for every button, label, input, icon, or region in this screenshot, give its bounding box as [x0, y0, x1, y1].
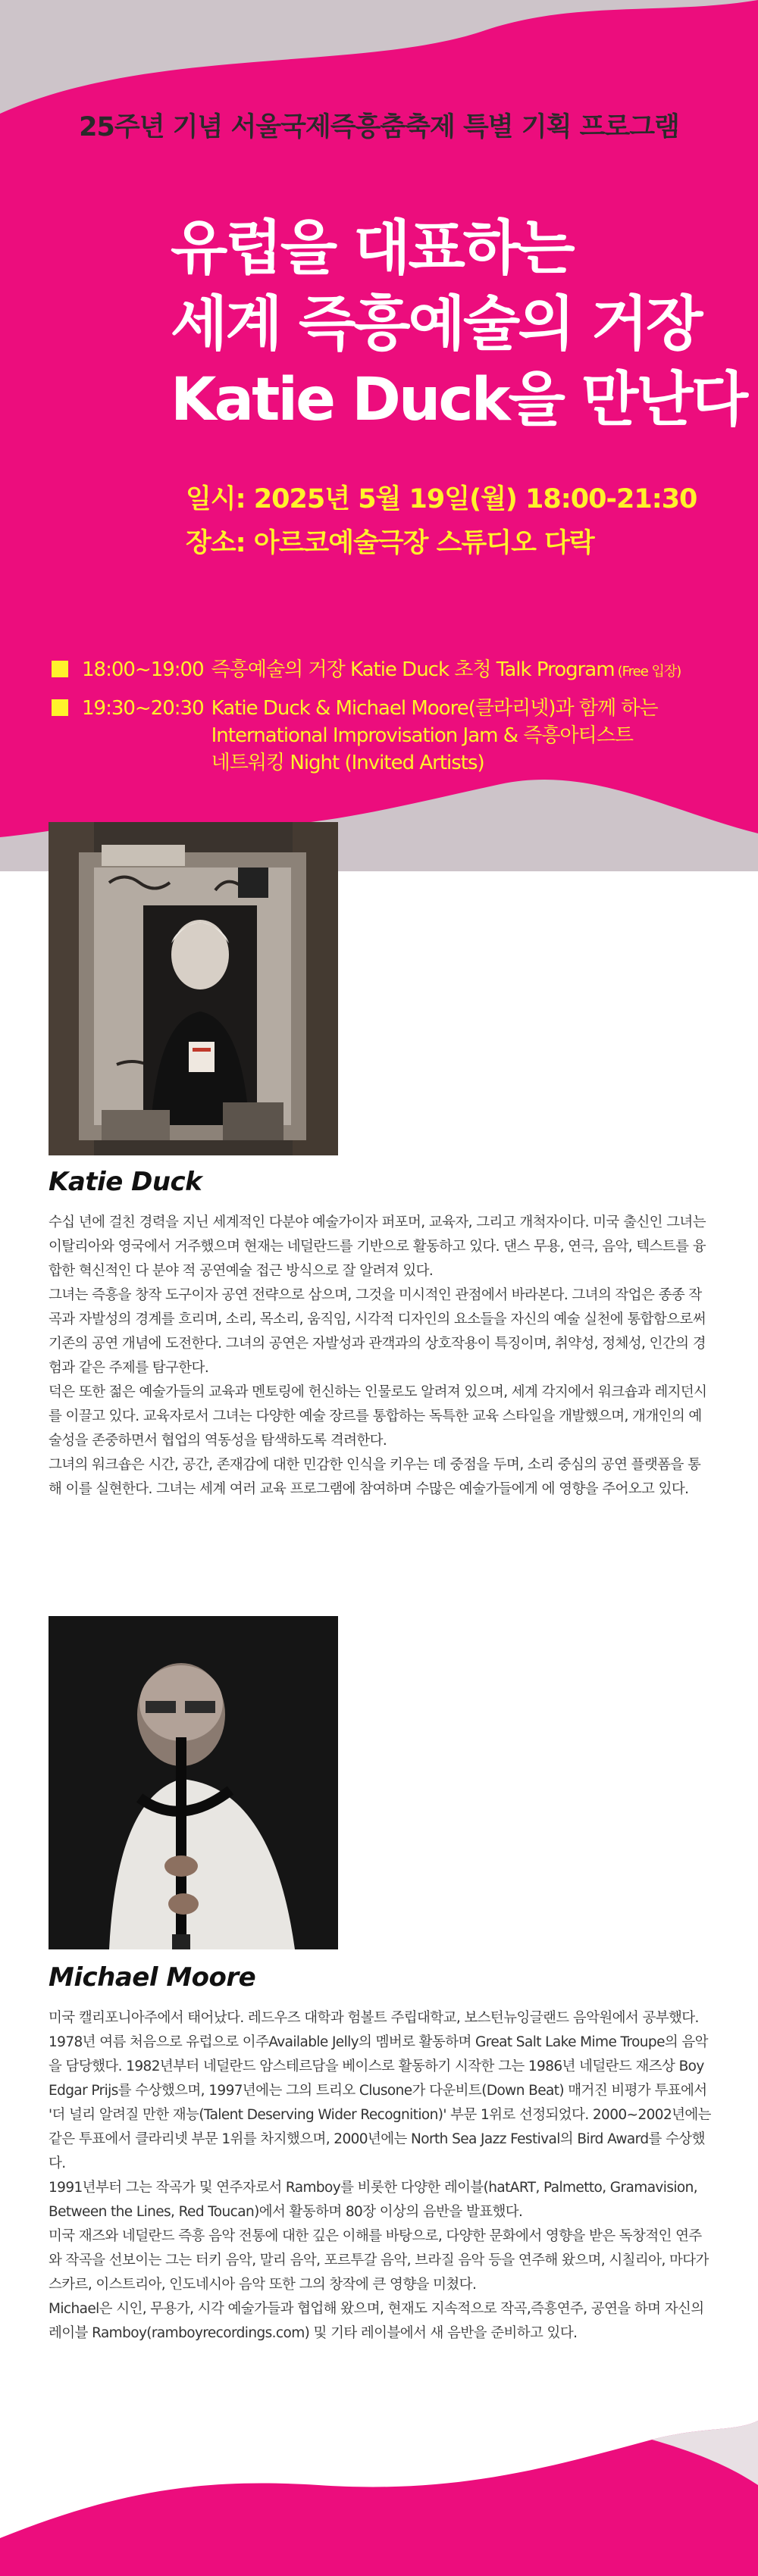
bio-paragraph: 1991년부터 그는 작곡가 및 연주자로서 Ramboy를 비롯한 다양한 레이블(hatART, Palmetto, Gramavision, Between the Lines, Red Toucan)에서 활동하며 80장 이상의 음반을 발표했다.	[49, 2180, 698, 2220]
bio-paragraph: 그녀의 워크숍은 시간, 공간, 존재감에 대한 민감한 인식을 키우는 데 중점을 두며, 소리 중심의 공연 플랫폼을 통해 이를 실현한다. 그녀는 세계 여러 교육 프로그램에 참여하며 수많은 예술가들에게 에 영향을 주어오고 있다.	[49, 1457, 701, 1497]
program-item	[52, 695, 734, 777]
event-venue: 장소: 아르코예술극장 스튜디오 다락	[186, 528, 594, 558]
artist-name: Katie Duck	[49, 1167, 202, 1197]
square-bullet-icon	[52, 661, 68, 677]
event-date: 일시: 2025년 5월 19일(월) 18:00-21:30	[186, 484, 697, 514]
bio-paragraph: 미국 캘리포니아주에서 태어났다. 레드우즈 대학과 험볼트 주립대학교, 보스턴뉴잉글랜드 음악원에서 공부했다. 1978년 여름 처음으로 유럽으로 이주Available Jelly의 멤버로 활동하며 Great Salt Lake Mime Troupe의 음악을 담당했다. 1982년부터 네덜란드 암스테르담을 베이스로 활동하기 시작한 그는 1986년 네덜란드 재즈상 Boy Edgar Prijs를 수상했으며, 1997년에는 그의 트리오 Clusone가 다운비트(Down Beat) 매거진 비평가 투표에서 '더 널리 알려질 만한 재능(Talent Deserving Wider Recognition)' 부문 1위로 선정되었다. 2000~2002년에는 같은 투표에서 클라리넷 부문 1위를 차지했으며, 2000년에는 North Sea Jazz Festival의 Bird Award를 수상했다.	[49, 2010, 711, 2171]
program-description: 즉흥예술의 거장 Katie Duck 초청 Talk Program	[211, 658, 615, 681]
title-line: Katie Duck을 만난다	[171, 366, 747, 434]
artist-bio	[49, 1211, 711, 1502]
program-description: International Improvisation Jam & 즉흥아티스트	[211, 724, 633, 747]
bio-paragraph: 미국 재즈와 네덜란드 즉흥 음악 전통에 대한 깊은 이해를 바탕으로, 다양한 문화에서 영향을 받은 독창적인 연주와 작곡을 선보이는 그는 터키 음악, 말리 음악, 포르투갈 음악, 브라질 음악 등을 연주해 왔으며, 시칠리아, 마다가스카르, 이스트리아, 인도네시아 음악 또한 그의 창작에 큰 영향을 미쳤다.	[49, 2228, 709, 2293]
event-info	[186, 477, 747, 565]
artist-name: Michael Moore	[49, 1962, 256, 1993]
title-line: 유럽을 대표하는	[171, 214, 573, 283]
bio-paragraph: 수십 년에 걸친 경력을 지닌 세계적인 다분야 예술가이자 퍼포머, 교육자, 그리고 개척자이다. 미국 출신인 그녀는 이탈리아와 영국에서 거주했으며 현재는 네덜란드를 기반으로 활동하고 있다. 댄스 무용, 연극, 음악, 텍스트를 융합한 혁신적인 다 분야 적 공연예술 접근 방식으로 잘 알려져 있다.	[49, 1215, 706, 1279]
main-title	[171, 211, 747, 438]
bottom-background	[0, 2379, 758, 2576]
square-bullet-icon	[52, 699, 68, 716]
event-subtitle: 25주년 기념 서울국제즉흥춤축제 특별 기획 프로그램	[79, 112, 679, 142]
program-time: 18:00~19:00	[82, 658, 204, 681]
program-description: Katie Duck & Michael Moore(클라리넷)과 함께 하는	[211, 697, 658, 720]
bio-paragraph: 그녀는 즉흥을 창작 도구이자 공연 전략으로 삼으며, 그것을 미시적인 관점에서 바라본다. 그녀의 작업은 종종 작곡과 자발성의 경계를 흐리며, 소리, 목소리, 움직임, 시각적 디자인의 요소들을 자신의 예술 실천에 통합함으로써 기존의 공연 개념에 도전한다. 그녀의 공연은 자발성과 관객과의 상호작용이 특징이며, 취약성, 정체성, 인간의 경험과 같은 주제를 탐구한다.	[49, 1287, 706, 1376]
program-item	[52, 656, 734, 686]
artist-bio	[49, 2006, 711, 2346]
free-entry-tag: (Free 입장)	[617, 664, 681, 680]
title-line: 세계 즉흥예술의 거장	[171, 290, 701, 358]
program-time: 19:30~20:30	[82, 697, 204, 720]
program-description: 네트워킹 Night (Invited Artists)	[211, 752, 484, 774]
michael-moore-photo	[49, 1616, 338, 1949]
program-list	[52, 656, 734, 786]
katie-duck-photo	[49, 822, 338, 1155]
bio-paragraph: 덕은 또한 젊은 예술가들의 교육과 멘토링에 헌신하는 인물로도 알려져 있으며, 세계 각지에서 워크숍과 레지던시를 이끌고 있다. 교육자로서 그녀는 다양한 예술 장르를 통합하는 독특한 교육 스타일을 개발했으며, 개개인의 예술성을 존중하면서 협업의 역동성을 탐색하도록 격려한다.	[49, 1384, 707, 1449]
bio-paragraph: Michael은 시인, 무용가, 시각 예술가들과 협업해 왔으며, 현재도 지속적으로 작곡,즉흥연주, 공연을 하며 자신의 레이블 Ramboy(ramboyrecordings.com) 및 기타 레이블에서 새 음반을 준비하고 있다.	[49, 2301, 704, 2341]
